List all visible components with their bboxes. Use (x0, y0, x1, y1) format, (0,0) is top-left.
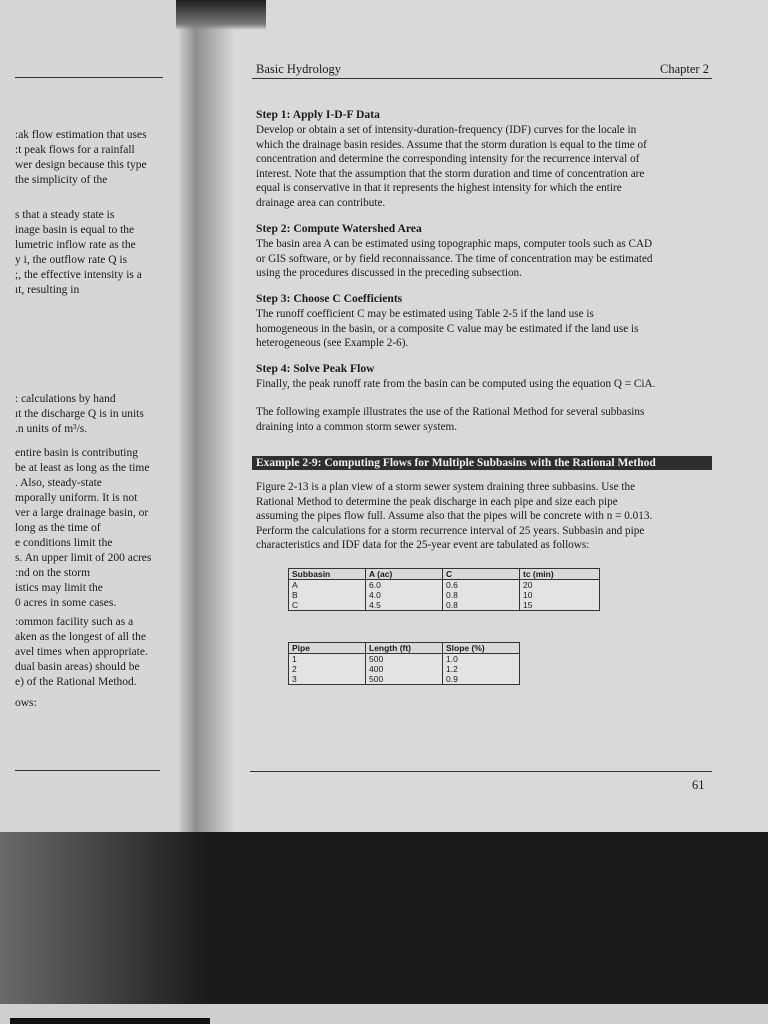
left-text-line: s. An upper limit of 200 acres (15, 552, 152, 564)
left-text-line: aken as the longest of all the (15, 631, 146, 643)
step-line: heterogeneous (see Example 2-6). (256, 337, 409, 349)
left-text-line: wer design because this type (15, 159, 147, 171)
left-text-line: :ommon facility such as a (15, 616, 134, 628)
table-cell: 500 (366, 654, 443, 665)
step-line: drainage area can contribute. (256, 196, 386, 209)
pipe-header-row (289, 643, 520, 654)
table-cell: 3 (289, 674, 366, 685)
table-cell: 15 (520, 600, 600, 611)
step-line: using the procedures discussed in the preceding subsection. (256, 267, 522, 279)
step-line: Finally, the peak runoff rate from the basin can be computed using the equation Q = CiA. (256, 378, 656, 390)
table-cell: 4.5 (366, 600, 443, 611)
left-text-line: e conditions limit the (15, 537, 113, 549)
length-col-header: Length (ft) (366, 643, 443, 654)
table-cell: 400 (366, 664, 443, 674)
left-text-line: :ak flow estimation that uses (15, 129, 147, 141)
table-cell: 1.2 (443, 664, 520, 674)
left-header-rule (15, 77, 163, 78)
table-cell: 0.6 (443, 580, 520, 591)
step-line: interest. Note that the assumption that the storm duration and time of concentration are (256, 167, 645, 180)
left-text-line: entire basin is contributing (15, 447, 138, 459)
example-line: Perform the calculations for a storm recurrence interval of 25 years. Subbasin and pipe (256, 524, 645, 537)
left-text-line: inage basin is equal to the (15, 224, 135, 236)
example-line: Rational Method to determine the peak discharge in each pipe and size each pipe (256, 495, 618, 508)
example-intro (256, 405, 644, 434)
left-text-line: e) of the Rational Method. (15, 676, 137, 688)
pipe-col-header: Pipe (289, 643, 366, 654)
left-text-line: ;, the effective intensity is a (15, 269, 142, 281)
tc-col-header: tc (min) (520, 569, 600, 580)
left-text-line: dual basin areas) should be (15, 661, 140, 673)
left-text-line: :nd on the storm (15, 567, 91, 579)
example-line: Figure 2-13 is a plan view of a storm sewer system draining three subbasins. Use the (256, 481, 636, 493)
left-text-line: .n units of m³/s. (15, 423, 88, 435)
step-title: Step 3: Choose C Coefficients (256, 292, 403, 305)
c-col-header: C (443, 569, 520, 580)
left-text-line: y i, the outflow rate Q is (15, 254, 128, 266)
step-line: or GIS software, or by field reconnaissance. The time of concentration may be estimated (256, 252, 653, 265)
table-cell: 2 (289, 664, 366, 674)
left-text-line: s that a steady state is (15, 209, 115, 221)
table-cell: 500 (366, 674, 443, 685)
table-cell: B (289, 590, 366, 600)
chapter-label: Chapter 2 (660, 62, 709, 76)
step-line: The runoff coefficient C may be estimated using Table 2-5 if the land use is (256, 308, 594, 320)
step-line: concentration and determine the corresponding intensity for the recurrence interval of (256, 153, 640, 165)
slope-col-header: Slope (%) (443, 643, 520, 654)
table-cell: A (289, 580, 366, 591)
footer-rule (250, 771, 712, 772)
running-header-title: Basic Hydrology (256, 62, 342, 76)
intro-line: The following example illustrates the use of the Rational Method for several subbasins (256, 406, 645, 418)
step-line: equal is conservative in that it represents the highest intensity for which the entire (256, 182, 622, 194)
left-text-line: lumetric inflow rate as the (15, 239, 136, 251)
subbasin-table (288, 568, 600, 611)
left-text-line: ıt, resulting in (15, 284, 80, 296)
table-cell: 1 (289, 654, 366, 665)
left-text-line: the simplicity of the (15, 174, 108, 186)
table-cell: 0.9 (443, 674, 520, 685)
subbasin-col-header: Subbasin (289, 569, 366, 580)
left-text-line: be at least as long as the time (15, 462, 150, 474)
page-number: 61 (692, 778, 705, 792)
table-cell: 1.0 (443, 654, 520, 665)
table-cell: 0.8 (443, 590, 520, 600)
table-row (289, 674, 520, 685)
left-text-line: istics may limit the (15, 582, 103, 594)
book-gutter-shadow (178, 0, 236, 835)
table-cell: 20 (520, 580, 600, 591)
left-text-line: 0 acres in some cases. (15, 597, 117, 609)
gutter-top-shadow (176, 0, 266, 30)
left-text-line: mporally uniform. It is not (15, 492, 138, 504)
example-line: characteristics and IDF data for the 25-year event are tabulated as follows: (256, 539, 590, 551)
step-block (256, 292, 638, 351)
table-row (289, 664, 520, 674)
left-text-line: ver a large drainage basin, or (15, 507, 149, 519)
step-line: which the drainage basin resides. Assume that the storm duration is equal to the time of (256, 138, 647, 151)
area-col-header: A (ac) (366, 569, 443, 580)
intro-line: draining into a common storm sewer system. (256, 420, 458, 433)
step-line: homogeneous in the basin, or a composite C value may be estimated if the land use is (256, 322, 639, 335)
step-title: Step 1: Apply I-D-F Data (256, 108, 380, 121)
table-cell: 6.0 (366, 580, 443, 591)
table-row (289, 600, 600, 611)
example-body (256, 480, 652, 553)
step-title: Step 2: Compute Watershed Area (256, 222, 422, 235)
header-rule (252, 78, 712, 79)
pipe-table (288, 642, 520, 685)
table-cell: 4.0 (366, 590, 443, 600)
scan-bottom-bar (10, 1018, 210, 1024)
left-text-line: ows: (15, 697, 37, 709)
left-text-line: ıt the discharge Q is in units (15, 408, 144, 420)
left-text-line: avel times when appropriate. (15, 646, 148, 658)
subbasin-header-row (289, 569, 600, 580)
left-footer-rule (15, 770, 160, 771)
left-text-line: : calculations by hand (15, 393, 116, 405)
scan-dark-band-left (0, 832, 210, 1004)
step-block (256, 222, 653, 281)
left-text-line: :t peak flows for a rainfall (15, 144, 135, 156)
table-cell: 10 (520, 590, 600, 600)
step-line: The basin area A can be estimated using topographic maps, computer tools such as CAD (256, 238, 653, 250)
step-block (256, 362, 655, 392)
table-cell: C (289, 600, 366, 611)
left-text-line: . Also, steady-state (15, 477, 102, 489)
table-row (289, 580, 600, 591)
example-line: assuming the pipes flow full. Assume also that the pipes will be concrete with n = 0.013. (256, 510, 653, 522)
step-block (256, 108, 647, 210)
example-title-bar: Example 2-9: Computing Flows for Multiple Subbasins with the Rational Method (252, 456, 712, 470)
step-title: Step 4: Solve Peak Flow (256, 362, 375, 375)
step-line: Develop or obtain a set of intensity-duration-frequency (IDF) curves for the locale in (256, 124, 637, 136)
table-cell: 0.8 (443, 600, 520, 611)
table-row (289, 590, 600, 600)
table-row (289, 654, 520, 665)
left-text-line: long as the time of (15, 522, 101, 534)
